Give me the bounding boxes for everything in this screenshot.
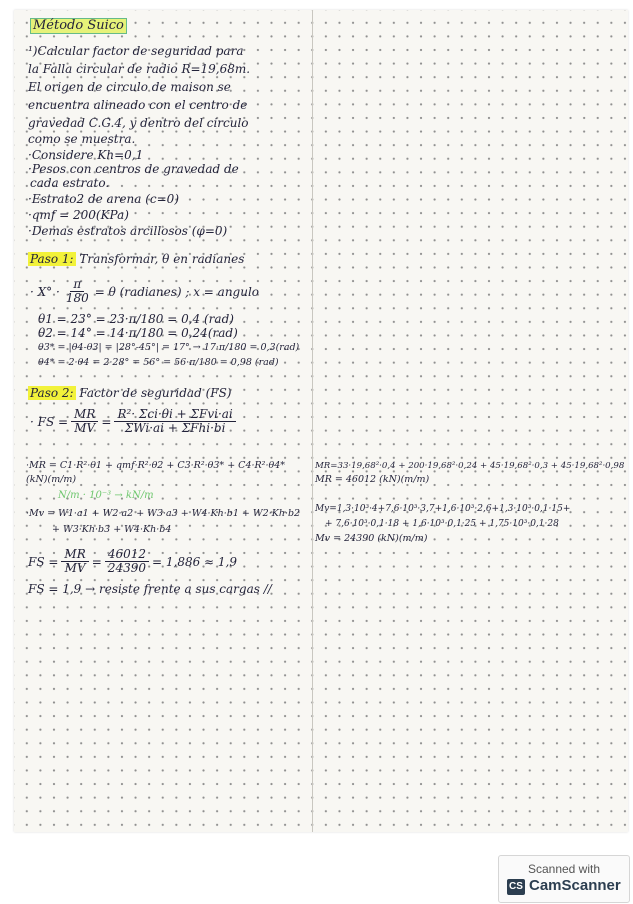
intro-line: El origen de circulo de maison se [28,80,231,94]
paso2-label: Paso 2: [30,386,74,400]
watermark-caption: Scanned with [527,862,601,876]
theta-line: θ3* = |θ4-θ3| = |28°-45°| = 17° → 17·π/180 = 0,3(rad) [38,342,300,353]
fs-formula [30,408,239,435]
conclusion: FS = 1,9 → resiste frente a sus cargas // [28,582,272,596]
mv-formula: ·Mv = W1·a1 + W2·a2 + W3·a3 + W4·Kh·b1 + W2·Kh·b2 [26,508,301,519]
bullet-item: cada estrato. [30,176,110,190]
intro-line: gravedad C.G.4, y dentro del circulo [28,116,249,130]
paso1-formula [30,278,259,305]
fs-calc-equals: = [91,554,102,569]
fs-calc-num-value: 46012 [105,548,149,562]
intro-line: ¹)Calcular factor de seguridad para [28,44,244,58]
fs-denominator: MV [74,421,96,435]
paso1-formula-left: · X° · [30,284,60,299]
paso1-formula-right: = θ (radianes) ; x = angulo [94,284,260,299]
bullet-item: ·Demas estratos arcillosos (φ=0) [28,224,228,238]
bullet-item: ·Estrato2 de arena (c=0) [28,192,180,206]
camscanner-logo-icon: CS [507,879,525,895]
fs-equals: = [101,414,112,429]
fs-calc-numerator: MR [61,548,88,562]
fs-numerator: MR [71,408,98,422]
fs-label: · FS = [30,414,69,429]
theta-line: θ2 = 14° = 14·π/180 = 0,24(rad) [38,326,238,340]
fs-big-numerator: R²· Σci·θi + ΣFvi·ai [114,408,235,422]
intro-line: como se muestra. [28,132,136,146]
theta-line: θ1 = 23° = 23·π/180 = 0,4 (rad) [38,312,234,326]
paso2-heading [28,386,231,400]
theta-line: θ4* = 2·θ4 = 2·28° = 56° = 56·π/180 = 0,98 (rad) [38,357,279,368]
mr-units: (kN)(m/m) [26,474,77,485]
paso1-label: Paso 1: [30,252,74,266]
pi-fraction [63,278,92,305]
page-title: Método Suico [30,18,127,34]
unit-conversion-note: N/m · 10⁻³ → kN/m [58,490,154,501]
mv-calculation: Mv=1,3·10³·4+7,6·10³·3,7+1,6·10³·2,6+1,3·10³·0,1·15+ [315,504,571,514]
paso1-heading [28,252,244,266]
mv-formula-cont: + W3·Kh·b3 + W4·Kh·b4 [52,524,172,535]
fs-fraction [71,408,98,435]
fs-calc-denominator: MV [64,561,86,575]
fs-calc-result: = 1,886 ≈ 1,9 [152,554,237,569]
paso2-title: Factor de seguridad (FS) [79,386,232,400]
intro-line: la Falla circular de radio R=19,68m. [28,62,251,76]
pi-numerator: π [70,278,84,292]
paso1-title: Transformar, θ en radianes [79,252,245,266]
mv-result: Mv = 24390 (kN)(m/m) [315,533,428,544]
fs-calc-den-value: 24390 [107,561,146,575]
fs-calc-values [105,548,149,575]
fs-calc-label: FS = [28,554,59,569]
mr-formula: ·MR = C1·R²·θ1 + qmf·R²·θ2 + C3·R²·θ3* + C4·R²·θ4* [26,460,286,471]
fs-big-denominator: ΣWi·ai + ΣFhi·bi [124,421,226,435]
mr-calculation: MR=33·19,68²·0,4 + 200·19,68²·0,24 + 45·19,68²·0,3 + 45·19,68²·0,98 [315,461,625,471]
fs-calculation [28,548,237,575]
bullet-item: ·qmf = 200(KPa) [28,208,129,222]
bullet-item: ·Considere Kh=0,1 [28,148,144,162]
page-fold-line [312,10,313,832]
intro-line: encuentra alineado con el centro de [28,98,248,112]
camscanner-watermark [498,855,630,903]
bullet-item: ·Pesos con centros de gravedad de [28,162,239,176]
mv-calculation-cont: + 7,6·10³·0,1·18 + 1,6·10³·0,1·25 + 1,75·10³·0,1·28 [325,519,559,529]
watermark-brand: CamScanner [529,877,621,894]
mr-result: MR = 46012 (kN)(m/m) [315,474,430,485]
pi-denominator: 180 [65,291,89,305]
fs-big-fraction [114,408,235,435]
fs-calc-fraction [61,548,88,575]
